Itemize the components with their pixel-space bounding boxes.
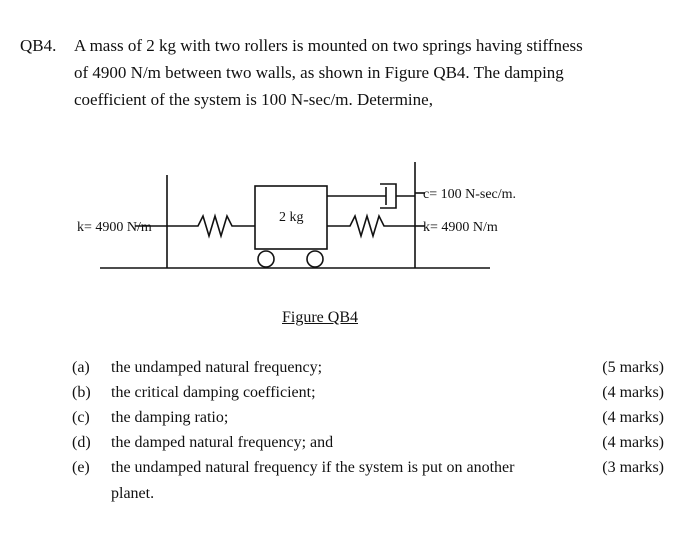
mass-label: 2 kg (279, 210, 304, 225)
part-text: the damped natural frequency; and (111, 434, 334, 451)
right-spring (327, 216, 415, 236)
part-marks: (3 marks) (602, 459, 664, 476)
part-label: (d) (72, 434, 91, 451)
roller-right (307, 251, 323, 267)
part-marks: (4 marks) (602, 409, 664, 426)
part-text: the undamped natural frequency; (111, 359, 323, 376)
part-text: the undamped natural frequency if the system is put on another (111, 459, 515, 476)
right-spring-label: k= 4900 N/m (423, 220, 498, 235)
damper-label: c= 100 N-sec/m. (423, 187, 517, 202)
question-line-1: A mass of 2 kg with two rollers is mounted on two springs having stiffness (74, 36, 583, 55)
part-label: (e) (72, 459, 90, 476)
roller-left (258, 251, 274, 267)
part-text-continued: planet. (111, 485, 155, 502)
part-marks: (5 marks) (602, 359, 664, 376)
left-spring (167, 216, 255, 236)
question-line-2: of 4900 N/m between two walls, as shown in Figure QB4. The damping (74, 63, 564, 82)
part-marks: (4 marks) (602, 384, 664, 401)
question-line-3: coefficient of the system is 100 N-sec/m. Determine, (74, 90, 433, 109)
part-label: (b) (72, 384, 91, 401)
part-text: the damping ratio; (111, 409, 229, 426)
part-label: (c) (72, 409, 90, 426)
damper (327, 184, 425, 208)
question-number: QB4. (20, 36, 57, 55)
part-text: the critical damping coefficient; (111, 384, 316, 401)
part-marks: (4 marks) (602, 434, 664, 451)
left-spring-label: k= 4900 N/m (77, 220, 152, 235)
part-label: (a) (72, 359, 90, 376)
figure-caption: Figure QB4 (282, 309, 358, 326)
